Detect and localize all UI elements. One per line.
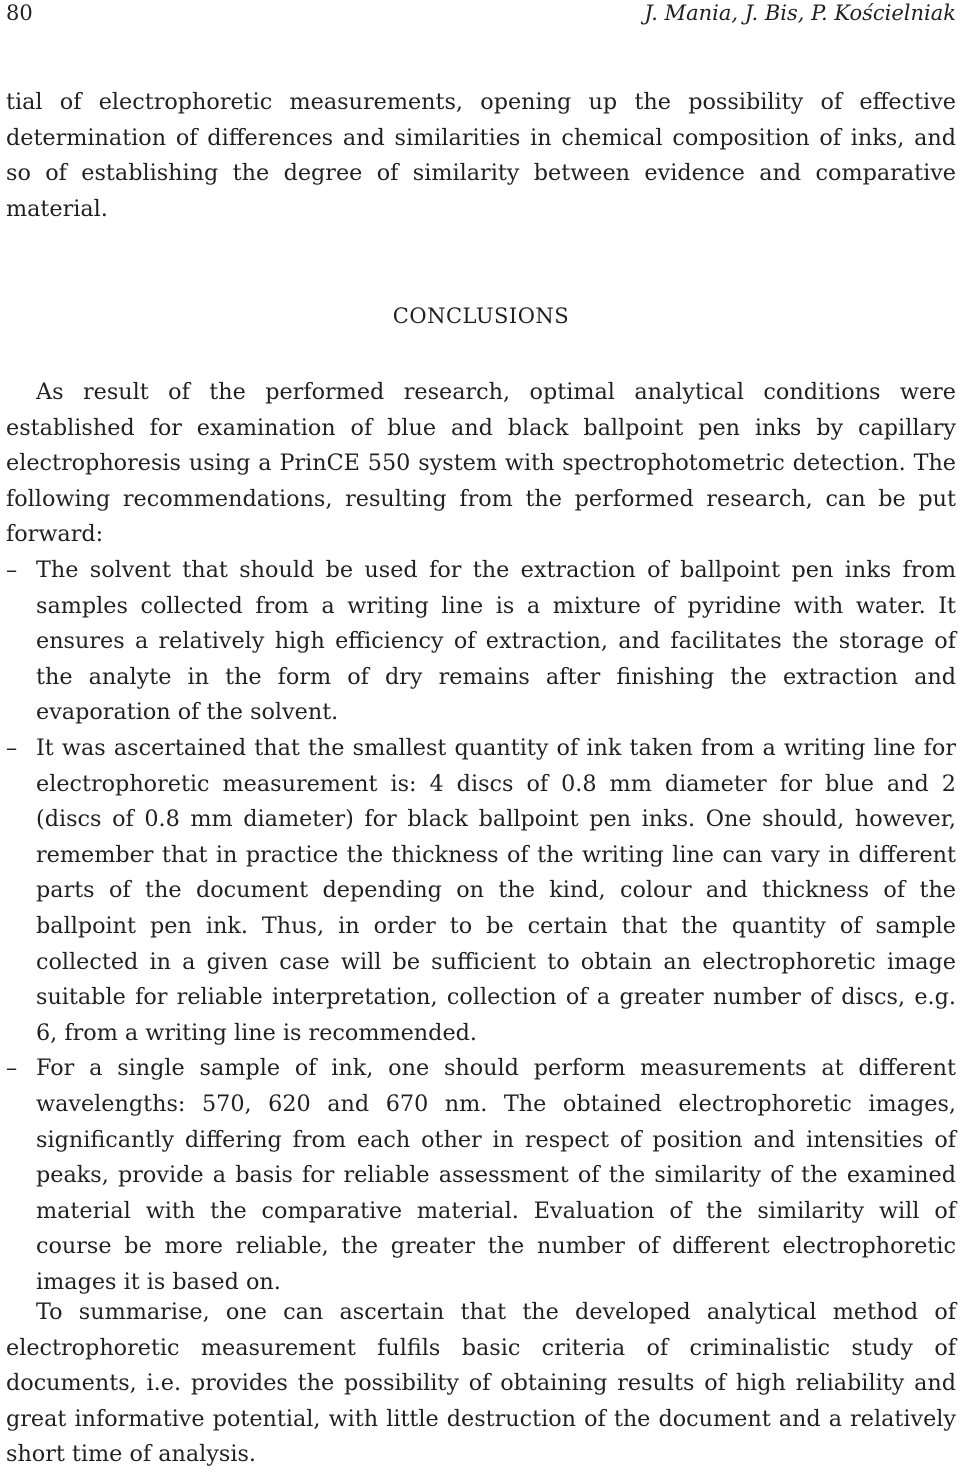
summary-paragraph: To summarise, one can ascertain that the developed analytical method of electrophoretic measurement fulfils basic criteria of criminalistic study of documents, i.e. provides the possibility of obtaining results of high reliability and great informative potential, with little destruction of the document and a relatively short time of analysis. xyxy=(6,1299,956,1468)
recommendation-text: It was ascertained that the smallest quantity of ink taken from a writing line for electrophoretic measurement is: 4 discs of 0.8 mm diameter for blue and 2 (discs of 0.8 mm diameter) for black ballpoint pen inks. One should, however, remember that in practice the thickness of the writing line can vary in different parts of the document depending on the kind, colour and thickness of the ballpoint pen ink. Thus, in order to be certain that the quantity of sample collected in a given case will be sufficient to obtain an electrophoretic image suitable for reliable interpretation, collection of a greater number of discs, e.g. 6, from a writing line is recommended. xyxy=(36,734,956,1046)
page-number: 80 xyxy=(6,1,33,25)
conclusions-paragraph: As result of the performed research, optimal analytical conditions were established for examination of blue and black ballpoint pen inks by capillary electrophoresis using a PrinCE 550 system with spectrophotometric detection. The following recommendations, resulting from the performed research, can be put forward: xyxy=(6,379,956,548)
dash-bullet: – xyxy=(6,1055,18,1082)
running-header xyxy=(6,0,956,26)
dash-bullet: – xyxy=(6,557,18,583)
recommendation-item xyxy=(6,1051,956,1300)
running-header-authors: J. Mania, J. Bis, P. Kościelniak xyxy=(644,1,956,25)
recommendations-list xyxy=(6,553,956,1300)
section-heading-conclusions: CONCLUSIONS xyxy=(392,304,570,328)
recommendation-text: The solvent that should be used for the extraction of ballpoint pen inks from samples collected from a writing line is a mixture of pyridine with water. It ensures a relatively high efficiency of extraction, and facilitates the storage of the analyte in the form of dry remains after finishing the extraction and evaporation of the solvent. xyxy=(36,557,956,726)
dash-bullet: – xyxy=(6,734,18,761)
intro-paragraph: tial of electrophoretic measurements, opening up the possibility of effective determination of differences and similarities in chemical composition of inks, and so of establishing the degree of similarity between evidence and comparative material. xyxy=(6,89,956,222)
recommendation-item xyxy=(6,553,956,731)
recommendation-text: For a single sample of ink, one should perform measurements at different wavelengths: 570, 620 and 670 nm. The obtained electrophoretic images, significantly differing from each other in respect of position and intensities of peaks, provide a basis for reliable assessment of the similarity of the examined material with the comparative material. Evaluation of the similarity will of course be more reliable, the greater the number of different electrophoretic images it is based on. xyxy=(36,1055,956,1295)
recommendation-item xyxy=(6,731,956,1051)
